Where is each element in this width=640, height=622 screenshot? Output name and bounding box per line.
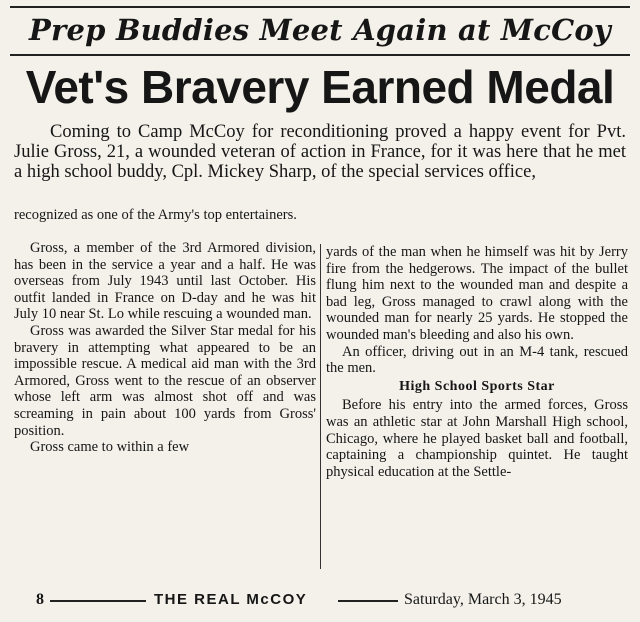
kicker-rule bbox=[10, 54, 630, 56]
lead-paragraph bbox=[14, 122, 626, 182]
left-column bbox=[14, 240, 316, 456]
lead-paragraph-tail: recognized as one of the Army's top entertainers. bbox=[14, 207, 297, 223]
issue-date: Saturday, March 3, 1945 bbox=[404, 591, 562, 608]
right-column bbox=[326, 244, 628, 480]
page-footer bbox=[6, 589, 634, 611]
lead-text: Coming to Camp McCoy for reconditioning proved a happy event for Pvt. Julie Gross, 21, a wounded veteran of action in France, for it was here that he met a high school buddy, Cpl. Mickey Sharp, of the special services office, bbox=[14, 122, 626, 182]
publication-name: THE REAL McCOY bbox=[154, 591, 308, 608]
top-rule bbox=[10, 6, 630, 8]
right-paragraph-3: Before his entry into the armed forces, Gross was an athletic star at John Marshall High school, Chicago, where he played basket ball and football, captaining a championship quintet. He taught physical education at the Settle- bbox=[326, 397, 628, 480]
footer-rule-right bbox=[338, 600, 398, 602]
left-paragraph-1: Gross, a member of the 3rd Armored division, has been in the service a year and a half. He was overseas from July 1943 until last October. His outfit landed in France on D-day and he was hit July 10 near St. Lo while rescuing a wounded man. bbox=[14, 240, 316, 323]
section-subhead: High School Sports Star bbox=[399, 378, 555, 394]
newspaper-clipping bbox=[6, 4, 634, 616]
kicker-headline: Prep Buddies Meet Again at McCoy bbox=[29, 13, 611, 47]
left-paragraph-3: Gross came to within a few bbox=[30, 439, 190, 456]
left-paragraph-2: Gross was awarded the Silver Star medal for his bravery in attempting what appeared to be an impossible rescue. A medical aid man with the 3rd Armored, Gross went to the rescue of an observer whose left arm was almost shot off and was screaming in pain about 100 yards from Gross' position. bbox=[14, 322, 316, 439]
page-number: 8 bbox=[36, 591, 44, 608]
column-divider bbox=[320, 244, 321, 569]
footer-rule-left bbox=[50, 600, 146, 602]
main-headline: Vet's Bravery Earned Medal bbox=[25, 61, 615, 113]
right-paragraph-1: yards of the man when he himself was hit by Jerry fire from the hedgerows. The impact of the bullet flung him next to the wounded man and despite a bad leg, Gross managed to crawl along with the wounded man for nearly 25 yards. He stopped the wounded man's bleeding and also his own. bbox=[326, 244, 628, 343]
right-paragraph-2: An officer, driving out in an M-4 tank, rescued the men. bbox=[326, 343, 628, 377]
